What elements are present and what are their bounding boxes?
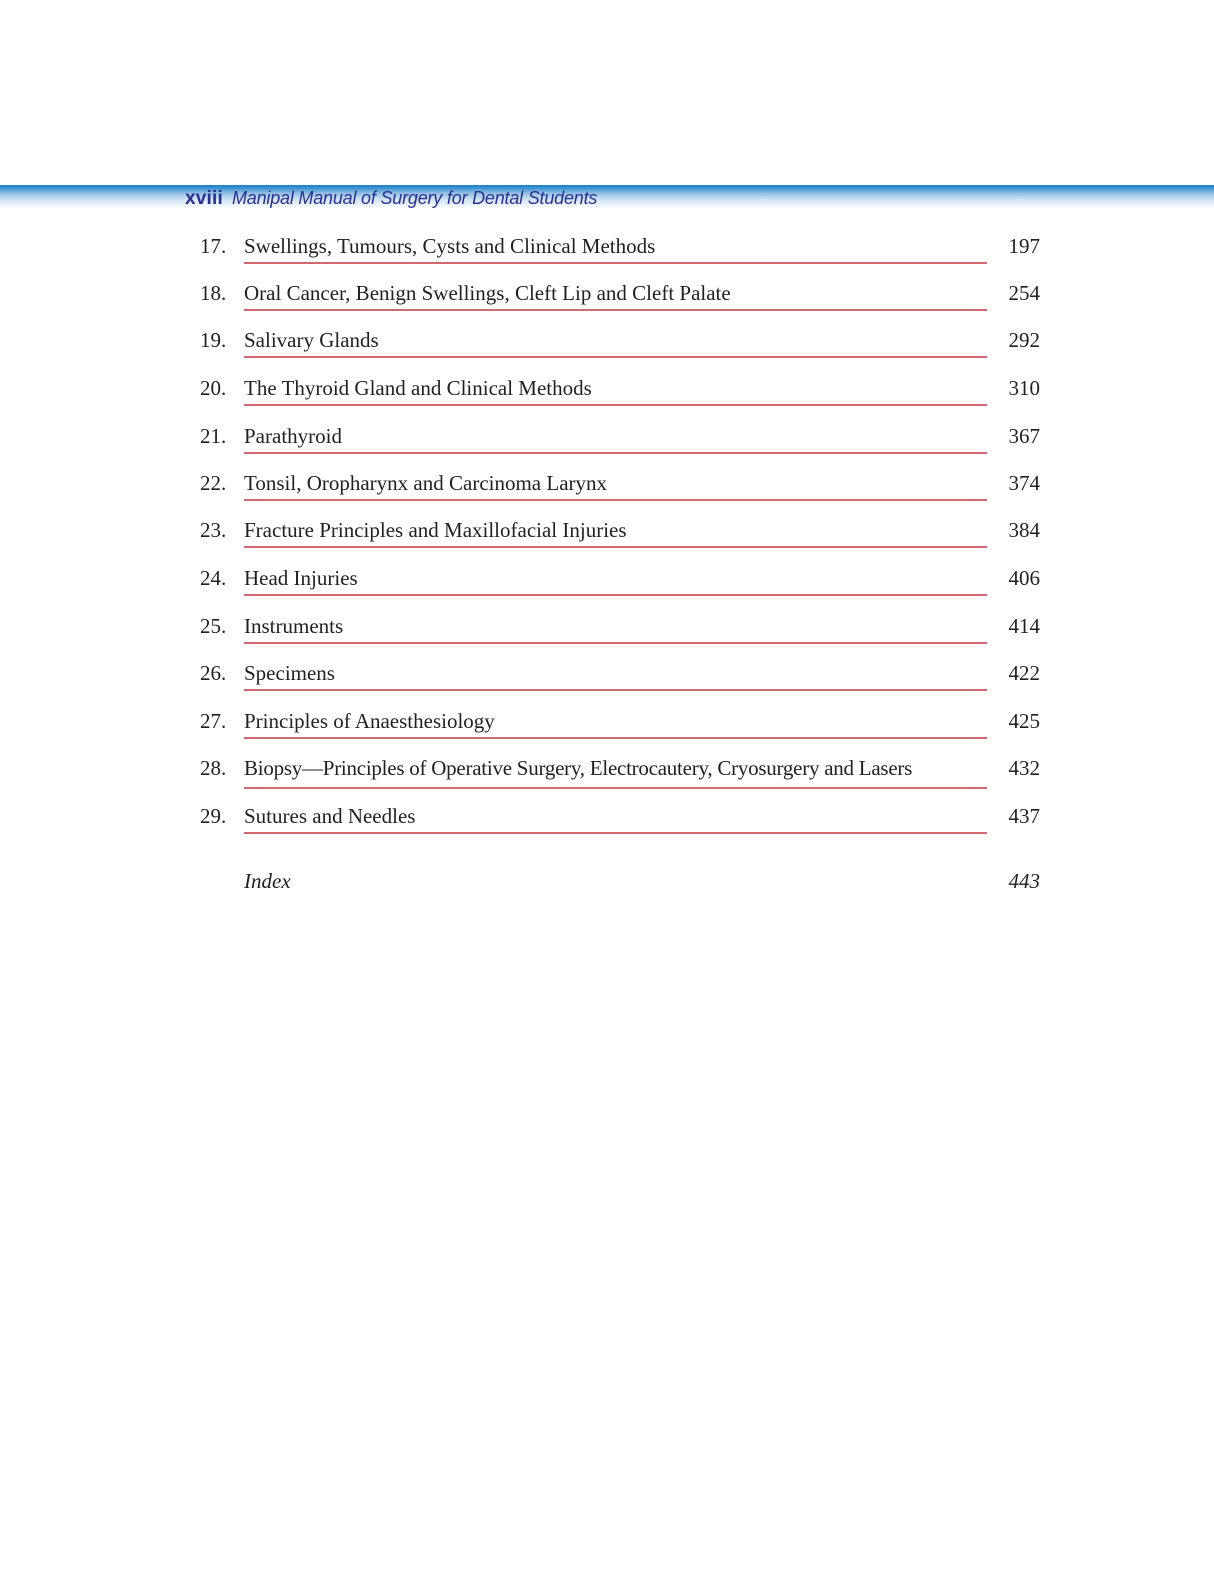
chapter-number: 28.: [200, 756, 227, 780]
page-number: 437: [1008, 804, 1040, 828]
toc-entry[interactable]: [0, 424, 1214, 464]
page-number: 254: [1008, 281, 1040, 305]
toc-entry[interactable]: [0, 709, 1214, 749]
chapter-number: 20.: [200, 376, 227, 400]
toc-entry[interactable]: [0, 234, 1214, 274]
chapter-number: 22.: [200, 471, 227, 495]
running-head: [185, 188, 597, 212]
chapter-title[interactable]: Principles of Anaesthesiology: [244, 709, 495, 733]
chapter-title[interactable]: Instruments: [244, 614, 344, 638]
entry-rule: [244, 787, 987, 789]
entry-rule: [244, 499, 987, 501]
entry-rule: [244, 689, 987, 691]
chapter-number: 23.: [200, 518, 227, 542]
chapter-title[interactable]: Biopsy—Principles of Operative Surgery, Electrocautery, Cryosurgery and Lasers: [244, 756, 913, 780]
index-title[interactable]: Index: [244, 869, 291, 893]
entry-rule: [244, 832, 987, 834]
entry-rule: [244, 642, 987, 644]
entry-rule: [244, 594, 987, 596]
toc-index-entry[interactable]: [0, 869, 1214, 909]
entry-rule: [244, 546, 987, 548]
chapter-title[interactable]: Oral Cancer, Benign Swellings, Cleft Lip and Cleft Palate: [244, 281, 731, 305]
page-number: 310: [1008, 376, 1040, 400]
chapter-title[interactable]: Tonsil, Oropharynx and Carcinoma Larynx: [244, 471, 608, 495]
chapter-number: 26.: [200, 661, 227, 685]
page-number: 367: [1008, 424, 1040, 448]
page-number: 197: [1008, 234, 1040, 258]
chapter-title[interactable]: Sutures and Needles: [244, 804, 416, 828]
chapter-title[interactable]: Swellings, Tumours, Cysts and Clinical Methods: [244, 234, 656, 258]
toc-entry[interactable]: [0, 661, 1214, 701]
chapter-title[interactable]: The Thyroid Gland and Clinical Methods: [244, 376, 592, 400]
chapter-number: 27.: [200, 709, 227, 733]
toc-entry[interactable]: [0, 471, 1214, 511]
chapter-number: 19.: [200, 328, 227, 352]
chapter-title[interactable]: Specimens: [244, 661, 335, 685]
chapter-number: 17.: [200, 234, 227, 258]
chapter-number: 18.: [200, 281, 227, 305]
chapter-number: 21.: [200, 424, 227, 448]
chapter-title[interactable]: Fracture Principles and Maxillofacial Injuries: [244, 518, 627, 542]
toc-entry[interactable]: [0, 376, 1214, 416]
toc-entry[interactable]: [0, 281, 1214, 321]
entry-rule: [244, 737, 987, 739]
page-number: 384: [1008, 518, 1040, 542]
entry-rule: [244, 356, 987, 358]
toc-entry[interactable]: [0, 328, 1214, 368]
toc-entry[interactable]: [0, 518, 1214, 558]
entry-rule: [244, 452, 987, 454]
chapter-number: 24.: [200, 566, 227, 590]
chapter-title[interactable]: Salivary Glands: [244, 328, 379, 352]
chapter-number: 29.: [200, 804, 227, 828]
page-number: 292: [1008, 328, 1040, 352]
toc-entry[interactable]: [0, 614, 1214, 654]
chapter-title[interactable]: Head Injuries: [244, 566, 358, 590]
toc-entry[interactable]: [0, 756, 1214, 796]
entry-rule: [244, 262, 987, 264]
page-number: 374: [1008, 471, 1040, 495]
entry-rule: [244, 309, 987, 311]
page-number: 414: [1008, 614, 1040, 638]
toc-entry[interactable]: [0, 566, 1214, 606]
page-number: 425: [1008, 709, 1040, 733]
header-band: [0, 185, 1214, 209]
page-number: 422: [1008, 661, 1040, 685]
page-number: 432: [1008, 756, 1040, 780]
toc-entry[interactable]: [0, 804, 1214, 844]
index-page-number: 443: [1008, 869, 1040, 893]
entry-rule: [244, 404, 987, 406]
chapter-title[interactable]: Parathyroid: [244, 424, 342, 448]
book-title: Manipal Manual of Surgery for Dental Students: [231, 188, 598, 208]
chapter-number: 25.: [200, 614, 227, 638]
page-number: 406: [1008, 566, 1040, 590]
page-folio: xviii: [185, 188, 223, 209]
